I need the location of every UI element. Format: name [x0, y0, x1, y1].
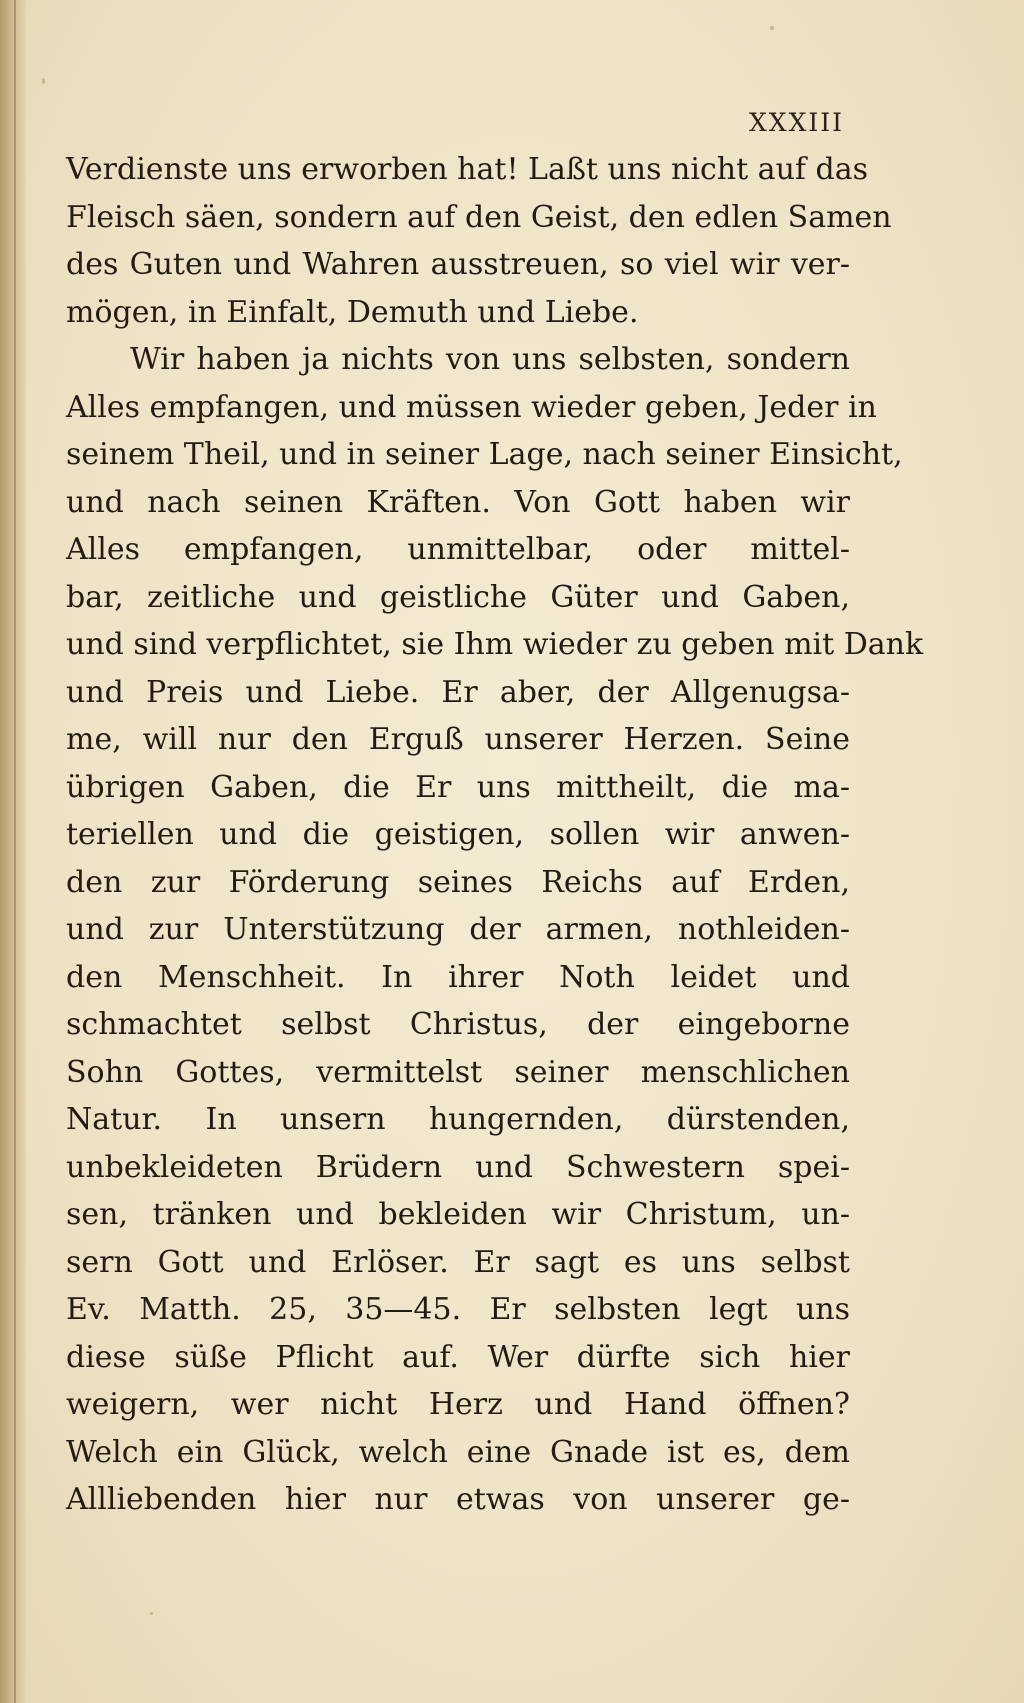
text-line: und zur Unterstützung der armen, nothleiden- — [66, 912, 850, 947]
text-line: seinem Theil, und in seiner Lage, nach seiner Einsicht, — [66, 437, 903, 472]
text-line: Sohn Gottes, vermittelst seiner menschlichen — [66, 1054, 850, 1090]
paper-speck — [150, 1612, 153, 1615]
text-line: Alles empfangen, und müssen wieder geben, Jeder in — [66, 389, 877, 425]
text-line: Wir haben ja nichts von uns selbsten, sondern — [130, 342, 850, 377]
text-line: den Menschheit. In ihrer Noth leidet und — [66, 959, 850, 995]
text-line: und Preis und Liebe. Er aber, der Allgenugsa- — [66, 674, 850, 710]
text-line: schmachtet selbst Christus, der eingeborne — [66, 1007, 850, 1042]
book-gutter-line — [14, 0, 16, 1703]
text-line: sern Gott und Erlöser. Er sagt es uns selbst — [66, 1244, 850, 1280]
text-line: diese süße Pflicht auf. Wer dürfte sich hier — [66, 1339, 850, 1375]
text-line: Allliebenden hier nur etwas von unserer ge- — [66, 1482, 850, 1517]
paper-speck — [42, 78, 45, 84]
text-line: Alles empfangen, unmittelbar, oder mittel- — [66, 532, 850, 567]
book-spine-shadow — [0, 0, 26, 1703]
text-line: unbekleideten Brüdern und Schwestern spei- — [66, 1149, 850, 1185]
text-line: und sind verpflichtet, sie Ihm wieder zu geben mit Dank — [66, 627, 924, 662]
text-line: den zur Förderung seines Reichs auf Erden, — [66, 864, 850, 900]
text-line: Natur. In unsern hungernden, dürstenden, — [66, 1102, 850, 1137]
text-line: bar, zeitliche und geistliche Güter und Gaben, — [66, 579, 850, 615]
page-number: XXXIII — [748, 108, 844, 137]
text-line: Verdienste uns erworben hat! Laßt uns nicht auf das — [66, 152, 869, 187]
text-line: Fleisch säen, sondern auf den Geist, den edlen Samen — [66, 199, 892, 235]
text-line: Ev. Matth. 25, 35—45. Er selbsten legt uns — [66, 1292, 850, 1327]
text-line: Welch ein Glück, welch eine Gnade ist es, dem — [66, 1434, 850, 1470]
paper-speck — [770, 26, 774, 30]
text-line: des Guten und Wahren ausstreuen, so viel wir ver- — [66, 247, 850, 282]
text-line: übrigen Gaben, die Er uns mittheilt, die ma- — [66, 769, 850, 805]
text-line: teriellen und die geistigen, sollen wir anwen- — [66, 817, 850, 852]
body-text — [66, 146, 924, 1524]
text-line: me, will nur den Erguß unserer Herzen. Seine — [66, 722, 850, 757]
text-line: und nach seinen Kräften. Von Gott haben wir — [66, 484, 850, 520]
text-line: weigern, wer nicht Herz und Hand öffnen? — [66, 1387, 850, 1422]
text-line: mögen, in Einfalt, Demuth und Liebe. — [66, 294, 639, 330]
text-line: sen, tränken und bekleiden wir Christum, un- — [66, 1197, 850, 1232]
